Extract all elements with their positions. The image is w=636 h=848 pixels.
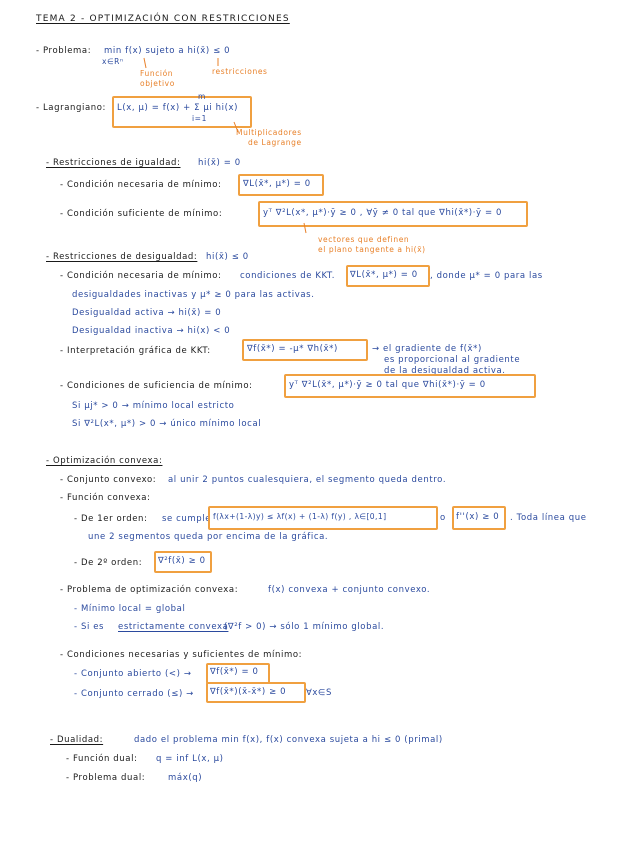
- dualidad-heading: - Dualidad:: [50, 735, 104, 745]
- dualidad-text: dado el problema min f(x), f(x) convexa sujeta a hi ≤ 0 (primal): [134, 735, 443, 745]
- annotation-plano-tangente: el plano tangente a hi(x̄): [318, 245, 426, 254]
- kkt-interp-expr: ∇f(x̄*) = -μ* ∇h(x̄*): [247, 344, 338, 354]
- desigualdad-nec-pre: condiciones de KKT.: [240, 271, 336, 281]
- desigualdad-activa: Desigualdad activa → hi(x̄) = 0: [72, 308, 222, 318]
- desigualdad-suf-expr: yᵀ ∇²L(x̄*, μ*)·ȳ ≥ 0 tal que ∇hi(x̄*)·ȳ = 0: [289, 380, 486, 390]
- desigualdad-condition: hi(x̄) ≤ 0: [206, 252, 249, 262]
- desigualdad-inactiva: Desigualdad inactiva → hi(x) < 0: [72, 326, 231, 336]
- conjunto-cerrado-post: ∀x∈S: [306, 688, 333, 698]
- kkt-interp-3: de la desigualdad activa.: [384, 366, 506, 376]
- funcion-dual-expr: q = inf L(x, μ): [156, 754, 224, 764]
- orden1-o: o: [440, 513, 446, 523]
- funcion-dual-label: - Función dual:: [66, 754, 138, 764]
- igualdad-condition: hi(x̄) = 0: [198, 158, 241, 168]
- annotation-vectores: vectores que definen: [318, 235, 410, 244]
- kkt-interp-2: es proporcional al gradiente: [384, 355, 521, 365]
- problema-dual-label: - Problema dual:: [66, 773, 146, 783]
- minimo-local-global: - Mínimo local = global: [74, 604, 186, 614]
- conjunto-abierto-expr: ∇f(x̄*) = 0: [210, 667, 259, 677]
- igualdad-nec-label: - Condición necesaria de mínimo:: [60, 180, 222, 190]
- igualdad-suf-label: - Condición suficiente de mínimo:: [60, 209, 223, 219]
- sum-lower-limit: i=1: [192, 114, 207, 123]
- estricta-pre: - Si es: [74, 622, 105, 632]
- desigualdad-nec-line2: desigualdades inactivas y μ* ≥ 0 para las activas.: [72, 290, 315, 300]
- suficiencia-si-2: Si ∇²L(x*, μ*) > 0 → único mínimo local: [72, 419, 262, 429]
- desigualdad-heading: - Restricciones de desigualdad:: [46, 252, 198, 262]
- orden1-line2: une 2 segmentos queda por encima de la gráfica.: [88, 532, 329, 542]
- problema-label: - Problema:: [36, 46, 92, 56]
- igualdad-suf-expr: yᵀ ∇²L(x*, μ*)·ȳ ≥ 0 , ∀ȳ ≠ 0 tal que ∇hi(x̄*)·ȳ = 0: [263, 208, 502, 218]
- desigualdad-nec-post: , donde μ* = 0 para las: [430, 271, 543, 281]
- problema-convexo-text: f(x) convexa + conjunto convexo.: [268, 585, 431, 595]
- problema-dual-expr: máx(q): [168, 773, 203, 783]
- condiciones-nec-suf-label: - Condiciones necesarias y suficientes de mínimo:: [60, 650, 303, 660]
- conjunto-convexo-label: - Conjunto convexo:: [60, 475, 157, 485]
- arrow-icon: [300, 223, 320, 237]
- annotation-de-lagrange: de Lagrange: [248, 138, 302, 147]
- conjunto-cerrado-expr: ∇f(x̄*)(x̄-x̄*) ≥ 0: [210, 687, 287, 697]
- problema-expr: min f(x) sujeto a hi(x̄) ≤ 0: [104, 46, 231, 56]
- problema-convexo-label: - Problema de optimización convexa:: [60, 585, 239, 595]
- desigualdad-nec-expr: ∇L(x̄*, μ*) = 0: [350, 270, 418, 280]
- orden1-post: . Toda línea que: [510, 513, 587, 523]
- desigualdad-nec-label: - Condición necesaria de mínimo:: [60, 271, 222, 281]
- convexa-heading: - Optimización convexa:: [46, 456, 163, 466]
- lagrangiano-expr: L(x, μ) = f(x) + Σ μi hi(x): [117, 103, 239, 113]
- annotation-restricciones: restricciones: [212, 67, 268, 76]
- conjunto-abierto-pre: - Conjunto abierto (<) →: [74, 669, 192, 679]
- kkt-interp-label: - Interpretación gráfica de KKT:: [60, 346, 211, 356]
- orden1-expr: f(λx+(1-λ)y) ≤ λf(x) + (1-λ) f(y) , λ∈[0,1]: [213, 512, 387, 521]
- sum-upper-limit: m: [198, 92, 206, 101]
- orden1-expr2: f''(x) ≥ 0: [456, 512, 500, 522]
- estricta-underlined: estrictamente convexa: [118, 622, 229, 632]
- kkt-interp-1: → el gradiente de f(x̄*): [372, 344, 482, 354]
- conjunto-cerrado-pre: - Conjunto cerrado (≤) →: [74, 689, 194, 699]
- orden2-expr: ∇²f(x̄) ≥ 0: [158, 556, 206, 566]
- desigualdad-suf-label: - Condiciones de suficiencia de mínimo:: [60, 381, 253, 391]
- estricta-post: (∇²f > 0) → sólo 1 mínimo global.: [224, 622, 385, 632]
- orden1-pre: se cumple: [162, 514, 212, 524]
- problema-domain: x∈Rⁿ: [102, 57, 124, 66]
- suficiencia-si-1: Si μj* > 0 → mínimo local estricto: [72, 401, 235, 411]
- lagrangiano-label: - Lagrangiano:: [36, 103, 107, 113]
- annotation-funcion-objetivo: Función objetivo: [140, 69, 175, 88]
- orden1-label: - De 1er orden:: [74, 514, 148, 524]
- orden2-label: - De 2º orden:: [74, 558, 143, 568]
- annotation-multiplicadores: Multiplicadores: [236, 128, 302, 137]
- conjunto-convexo-text: al unir 2 puntos cualesquiera, el segmento queda dentro.: [168, 475, 447, 485]
- igualdad-heading: - Restricciones de igualdad:: [46, 158, 181, 168]
- page-title: TEMA 2 - OPTIMIZACIÓN CON RESTRICCIONES: [36, 14, 290, 24]
- igualdad-nec-expr: ∇L(x̄*, μ*) = 0: [243, 179, 311, 189]
- funcion-convexa-label: - Función convexa:: [60, 493, 151, 503]
